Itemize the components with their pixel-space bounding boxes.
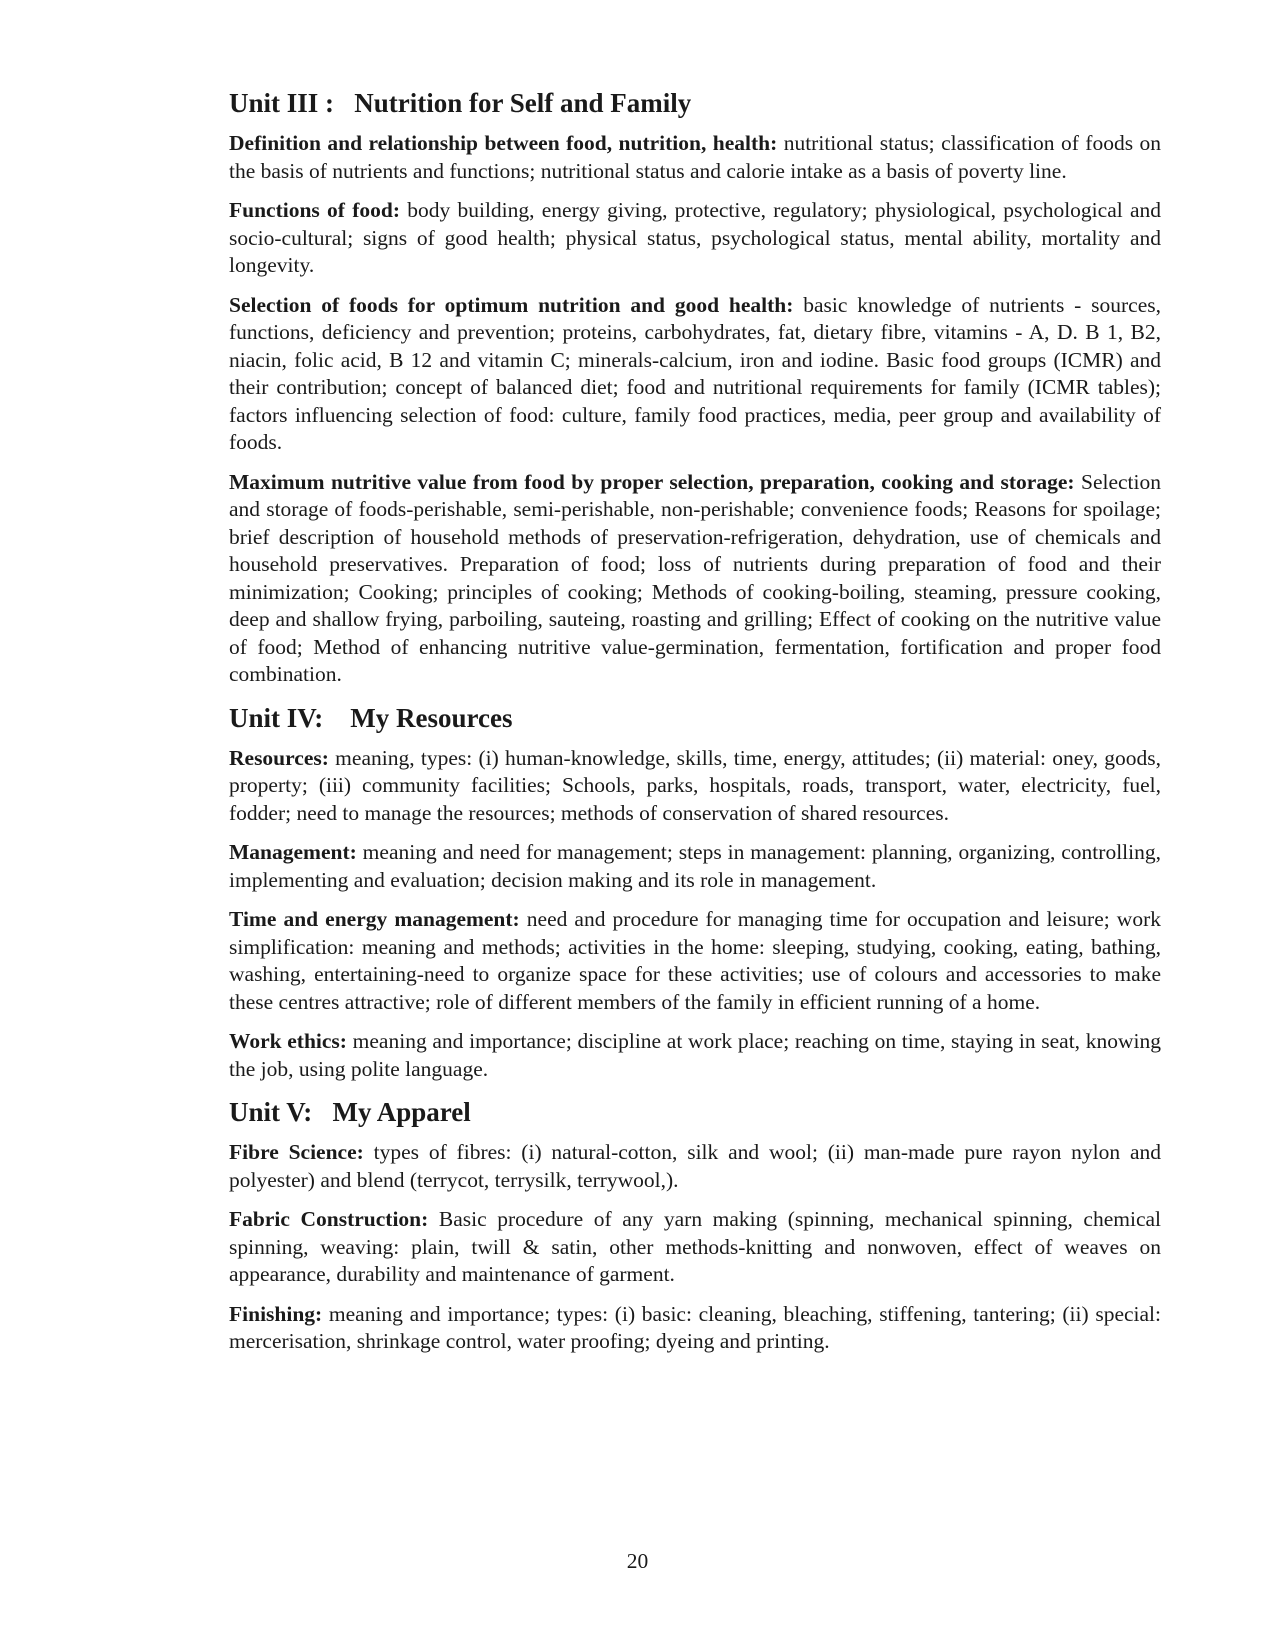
unit-3-paragraph-functions bbox=[229, 197, 1161, 280]
paragraph-text: Selection and storage of foods-perishable, semi-perishable, non-perishable; convenience foods; Reasons for spoilage; brief description of household methods of preservation-refrigeration, dehydration, use of chemicals and household preservatives. Preparation of food; loss of nutrients during preparation of food and their minimization; Cooking; principles of cooking; Methods of cooking-boiling, steaming, pressure cooking, deep and shallow frying, parboiling, sauteing, roasting and grilling; Effect of cooking on the nutritive value of food; Method of enhancing nutritive value-germination, fermentation, fortification and proper food combination. bbox=[229, 469, 1161, 686]
paragraph-text: meaning and need for management; steps in management: planning, organizing, controlling, implementing and evaluation; decision making and its role in management. bbox=[229, 840, 1161, 892]
paragraph-text: types of fibres: (i) natural-cotton, silk and wool; (ii) man-made pure rayon nylon and polyester) and blend (terrycot, terrysilk, terrywool,). bbox=[229, 1140, 1162, 1192]
paragraph-term: Fibre Science: bbox=[229, 1140, 364, 1164]
unit-3-section bbox=[229, 86, 1161, 689]
unit-4-paragraph-management bbox=[229, 839, 1161, 894]
paragraph-term: Functions of food: bbox=[229, 198, 400, 222]
paragraph-term: Selection of foods for optimum nutrition and good health: bbox=[229, 292, 794, 317]
unit-4-paragraph-time-energy bbox=[229, 906, 1161, 1016]
paragraph-text: Basic procedure of any yarn making (spinning, mechanical spinning, chemical spinning, weaving: plain, twill & satin, other methods-knitting and nonwoven, effect of weaves on appearance, durability and maintenance of garment. bbox=[229, 1207, 1162, 1286]
paragraph-text: body building, energy giving, protective, regulatory; physiological, psychological and socio-cultural; signs of good health; physical status, psychological status, mental ability, mortality and longevity. bbox=[229, 198, 1162, 277]
unit-4-paragraph-work-ethics bbox=[229, 1028, 1161, 1083]
paragraph-text: meaning and importance; discipline at work place; reaching on time, staying in seat, knowing the job, using polite language. bbox=[229, 1029, 1161, 1081]
unit-4-heading: Unit IV: My Resources bbox=[229, 702, 513, 733]
paragraph-term: Work ethics: bbox=[229, 1029, 347, 1053]
unit-5-heading: Unit V: My Apparel bbox=[229, 1097, 471, 1127]
unit-4-paragraph-resources bbox=[229, 745, 1161, 828]
paragraph-term: Finishing: bbox=[229, 1301, 323, 1326]
unit-5-section bbox=[229, 1095, 1161, 1356]
unit-3-heading: Unit III : Nutrition for Self and Family bbox=[229, 88, 692, 118]
paragraph-text: basic knowledge of nutrients - sources, functions, deficiency and prevention; proteins, carbohydrates, fat, dietary fibre, vitamins - A, D. B 1, B2, niacin, folic acid, B 12 and vitamin C; minerals-calcium, iron and iodine. Basic food groups (ICMR) and their contribution; concept of balanced diet; food and nutritional requirements for family (ICMR tables); factors influencing selection of food: culture, family food practices, media, peer group and availability of foods. bbox=[229, 292, 1161, 454]
paragraph-term: Time and energy management: bbox=[229, 907, 520, 931]
paragraph-text: meaning and importance; types: (i) basic: cleaning, bleaching, stiffening, tantering; (ii) special: mercerisation, shrinkage control, water proofing; dyeing and printing. bbox=[229, 1301, 1161, 1353]
paragraph-term: Maximum nutritive value from food by proper selection, preparation, cooking and storage: bbox=[229, 469, 1075, 494]
unit-3-paragraph-nutritive-value bbox=[229, 469, 1161, 689]
paragraph-term: Definition and relationship between food, nutrition, health: bbox=[229, 131, 778, 155]
paragraph-text: need and procedure for managing time for occupation and leisure; work simplification: meaning and methods; activities in the home: sleeping, studying, cooking, eating, bathing, washing, entertaining-need to organize space for these activities; use of colours and accessories to make these centres attractive; role of different members of the family in efficient running of a home. bbox=[229, 907, 1161, 1014]
unit-5-paragraph-fibre-science bbox=[229, 1139, 1161, 1194]
paragraph-text: meaning, types: (i) human-knowledge, skills, time, energy, attitudes; (ii) material: oney, goods, property; (iii) community facilities; Schools, parks, hospitals, roads, transport, water, electricity, fuel, fodder; need to manage the resources; methods of conservation of shared resources. bbox=[229, 745, 1161, 825]
paragraph-term: Fabric Construction: bbox=[229, 1207, 429, 1231]
unit-4-section bbox=[229, 701, 1161, 1084]
paragraph-term: Resources: bbox=[229, 745, 329, 770]
unit-5-paragraph-finishing bbox=[229, 1301, 1161, 1356]
unit-5-paragraph-fabric-construction bbox=[229, 1206, 1161, 1289]
document-page bbox=[229, 86, 1161, 1368]
paragraph-term: Management: bbox=[229, 840, 357, 864]
paragraph-text: nutritional status; classification of foods on the basis of nutrients and functions; nutritional status and calorie intake as a basis of poverty line. bbox=[229, 131, 1162, 183]
page-number: 20 bbox=[626, 1549, 649, 1573]
unit-3-paragraph-definition bbox=[229, 130, 1161, 185]
unit-3-paragraph-selection bbox=[229, 292, 1161, 457]
